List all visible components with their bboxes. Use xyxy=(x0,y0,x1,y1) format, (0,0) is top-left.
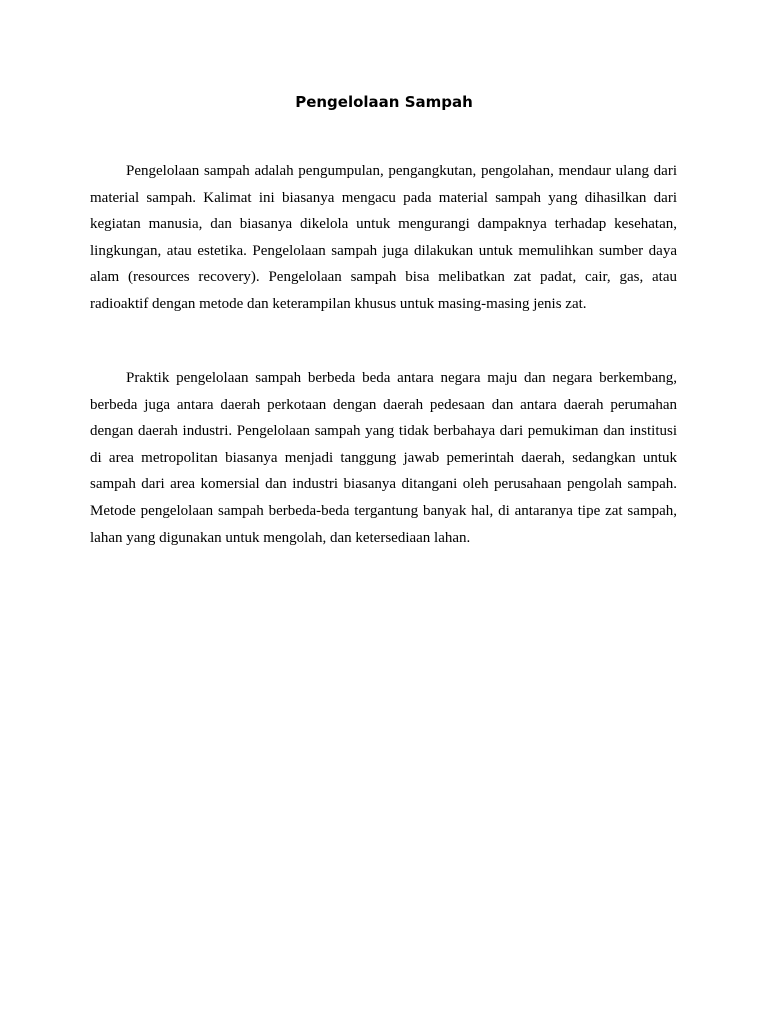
paragraph-1: Pengelolaan sampah adalah pengumpulan, pengangkutan, pengolahan, mendaur ulang dari material sampah. Kalimat ini biasanya mengacu pada material sampah yang dihasilkan dari kegiatan manusia, dan biasanya dikelola untuk mengurangi dampaknya terhadap kesehatan, lingkungan, atau estetika. Pengelolaan sampah juga dilakukan untuk memulihkan sumber daya alam (resources recovery). Pengelolaan sampah bisa melibatkan zat padat, cair, gas, atau radioaktif dengan metode dan keterampilan khusus untuk masing-masing jenis zat. xyxy=(90,163,677,312)
document-title: Pengelolaan Sampah xyxy=(295,93,473,111)
paragraph-2: Praktik pengelolaan sampah berbeda beda antara negara maju dan negara berkembang, berbeda juga antara daerah perkotaan dengan daerah pedesaan dan antara daerah perumahan dengan daerah industri. Pengelolaan sampah yang tidak berbahaya dari pemukiman dan institusi di area metropolitan biasanya menjadi tanggung jawab pemerintah daerah, sedangkan untuk sampah dari area komersial dan industri biasanya ditangani oleh perusahaan pengolah sampah. Metode pengelolaan sampah berbeda-beda tergantung banyak hal, di antaranya tipe zat sampah, lahan yang digunakan untuk mengolah, dan ketersediaan lahan. xyxy=(90,370,677,546)
